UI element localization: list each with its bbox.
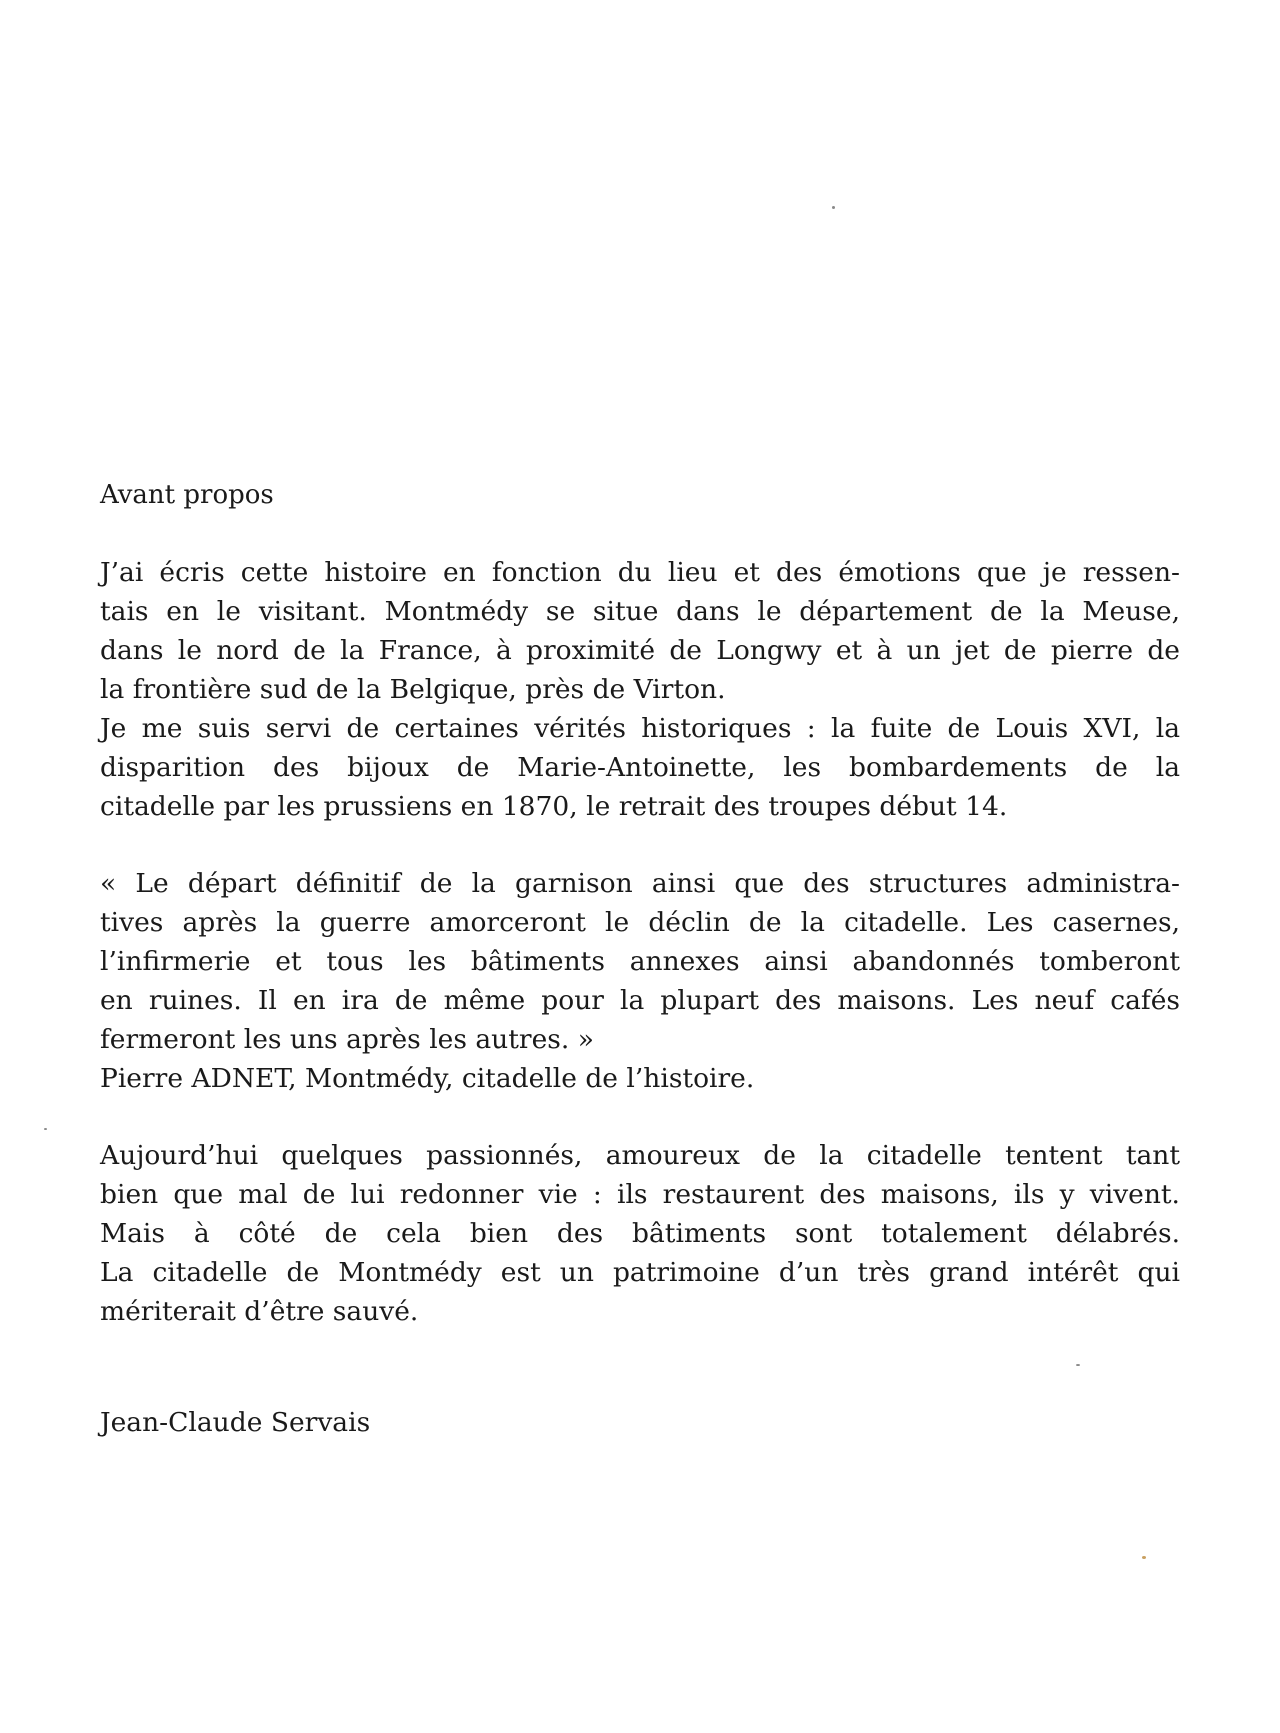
quote-line: « Le départ définitif de la garnison ainsi que des structures administra- (100, 868, 1180, 900)
author-signature: Jean-Claude Servais (100, 1407, 371, 1439)
quote-block (100, 864, 1180, 1098)
text-line: disparition des bijoux de Marie-Antoinette, les bombardements de la (100, 752, 1180, 784)
text-line: Je me suis servi de certaines vérités historiques : la fuite de Louis XVI, la (100, 713, 1180, 745)
quote-source: Pierre ADNET, Montmédy, citadelle de l’histoire. (100, 1063, 755, 1095)
text-line: citadelle par les prussiens en 1870, le retrait des troupes début 14. (100, 791, 1008, 823)
text-line: dans le nord de la France, à proximité de Longwy et à un jet de pierre de (100, 635, 1180, 667)
text-line: tais en le visitant. Montmédy se situe dans le département de la Meuse, (100, 596, 1180, 628)
scan-speck (1142, 1556, 1146, 1559)
paragraph-intro (100, 553, 1180, 826)
page-title: Avant propos (100, 480, 274, 510)
text-line: J’ai écris cette histoire en fonction du lieu et des émotions que je ressen- (100, 557, 1180, 589)
text-line: La citadelle de Montmédy est un patrimoine d’un très grand intérêt qui (100, 1257, 1180, 1289)
quote-line: l’infirmerie et tous les bâtiments annexes ainsi abandonnés tomberont (100, 946, 1180, 978)
foreword-page (100, 480, 1180, 1439)
text-line: Mais à côté de cela bien des bâtiments sont totalement délabrés. (100, 1218, 1180, 1250)
quote-line: tives après la guerre amorceront le déclin de la citadelle. Les casernes, (100, 907, 1180, 939)
paragraph-today (100, 1136, 1180, 1331)
scan-speck (832, 206, 835, 209)
quote-line: fermeront les uns après les autres. » (100, 1024, 594, 1056)
scan-speck (44, 1128, 47, 1130)
text-line: Aujourd’hui quelques passionnés, amoureux de la citadelle tentent tant (100, 1140, 1180, 1172)
quote-line: en ruines. Il en ira de même pour la plupart des maisons. Les neuf cafés (100, 985, 1180, 1017)
text-line: bien que mal de lui redonner vie : ils restaurent des maisons, ils y vivent. (100, 1179, 1180, 1211)
text-line: la frontière sud de la Belgique, près de Virton. (100, 674, 726, 706)
text-line: mériterait d’être sauvé. (100, 1296, 419, 1328)
